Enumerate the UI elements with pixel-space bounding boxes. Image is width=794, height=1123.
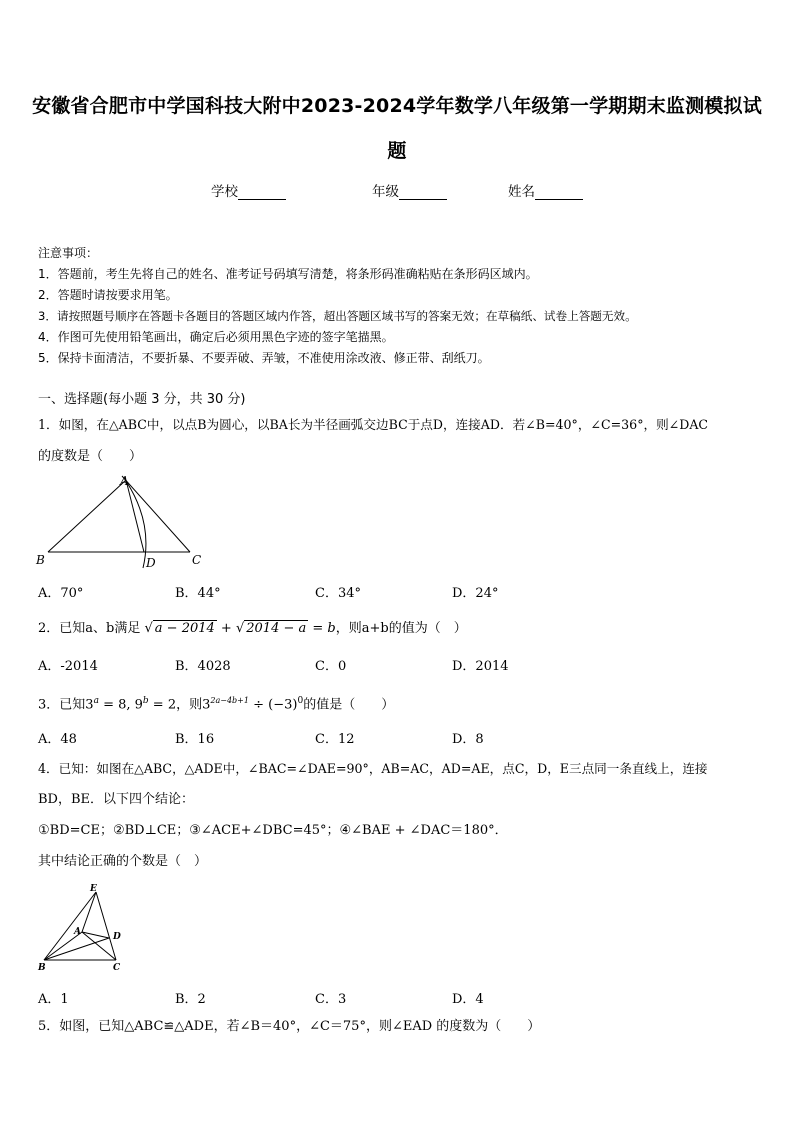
label-c: C bbox=[192, 553, 202, 567]
q4-options bbox=[38, 988, 758, 1008]
segment-bd bbox=[44, 938, 109, 960]
q1-line2: 的度数是（ ） bbox=[38, 449, 143, 464]
grade-blank[interactable] bbox=[399, 185, 447, 200]
q3-mid: = 8, 9 bbox=[98, 697, 143, 713]
q3-then: ，则 bbox=[176, 697, 203, 713]
label-a: A bbox=[74, 927, 81, 937]
label-b: B bbox=[36, 553, 45, 567]
segment-ae bbox=[82, 892, 96, 932]
q2-option-a[interactable]: A．-2014 bbox=[38, 659, 98, 674]
q1-option-b[interactable]: B．44° bbox=[175, 586, 221, 601]
school-blank[interactable] bbox=[238, 185, 286, 200]
exam-title bbox=[30, 84, 764, 174]
name-blank[interactable] bbox=[535, 185, 583, 200]
q3-exp1: a bbox=[93, 696, 99, 706]
school-field[interactable] bbox=[211, 180, 286, 200]
q3-options bbox=[38, 728, 758, 748]
label-b: B bbox=[38, 963, 46, 973]
exam-title-line2: 题 bbox=[387, 140, 407, 162]
q3-exp3: 2a−4b+1 bbox=[210, 696, 249, 705]
grade-label: 年级 bbox=[372, 184, 399, 200]
q4-option-a[interactable]: A．1 bbox=[38, 992, 69, 1007]
q2-plus: + bbox=[220, 621, 232, 636]
q3-option-d[interactable]: D．8 bbox=[452, 732, 484, 747]
label-d: D bbox=[113, 932, 121, 942]
q3-stem bbox=[38, 690, 760, 715]
q4-line3: ①BD=CE；②BD⊥CE；③∠ACE+∠DBC=45°；④∠BAE + ∠DAC＝180°． bbox=[38, 823, 508, 838]
q5-line1: 5．如图，已知△ABC≌△ADE，若∠B＝40°，∠C＝75°，则∠EAD 的度数为（ ） bbox=[38, 1019, 541, 1034]
q3-option-b[interactable]: B．16 bbox=[175, 732, 215, 747]
q2-option-b[interactable]: B．4028 bbox=[175, 659, 231, 674]
student-info-fields bbox=[0, 180, 794, 200]
q3-suffix: 的值是（ ） bbox=[303, 697, 395, 713]
notice-item: 3．请按照题号顺序在答题卡各题目的答题区域内作答，超出答题区域书写的答案无效；在草稿纸、试卷上答题无效。 bbox=[38, 309, 637, 323]
segment-ba bbox=[48, 480, 126, 552]
q3-prefix: 3．已知 bbox=[38, 697, 86, 713]
q3-option-a[interactable]: A．48 bbox=[38, 732, 77, 747]
arc-bd bbox=[124, 478, 146, 568]
notice-block bbox=[38, 243, 768, 369]
q2-suffix: ，则a+b的值为（ ） bbox=[335, 621, 467, 636]
q2-option-c[interactable]: C．0 bbox=[315, 659, 347, 674]
q2-option-d[interactable]: D．2014 bbox=[452, 659, 509, 674]
name-field[interactable] bbox=[508, 180, 583, 200]
notice-item: 1．答题前，考生先将自己的姓名、准考证号码填写清楚，将条形码准确粘贴在条形码区域内。 bbox=[38, 267, 538, 281]
exam-title-line1: 安徽省合肥市中学国科技大附中2023-2024学年数学八年级第一学期期末监测模拟试 bbox=[32, 95, 762, 117]
q4-figure bbox=[34, 880, 134, 975]
q3-base1: 3 bbox=[85, 697, 94, 713]
q2-radicand-1: a − 2014 bbox=[154, 621, 215, 636]
q3-exp4: 0 bbox=[297, 696, 304, 706]
notice-heading: 注意事项： bbox=[38, 246, 99, 260]
q1-option-c[interactable]: C．34° bbox=[315, 586, 361, 601]
q2-options bbox=[38, 655, 758, 675]
label-c: C bbox=[113, 963, 121, 973]
q3-exp2: b bbox=[142, 696, 149, 706]
radical-sign: √ bbox=[235, 621, 245, 636]
q2-stem bbox=[38, 618, 760, 639]
q4-option-d[interactable]: D．4 bbox=[452, 992, 484, 1007]
q3-mid2: = 2 bbox=[148, 697, 177, 713]
notice-item: 2．答题时请按要求用笔。 bbox=[38, 288, 178, 302]
name-label: 姓名 bbox=[508, 184, 535, 200]
section-heading: 一、选择题(每小题 3 分，共 30 分) bbox=[38, 392, 246, 407]
label-a: A bbox=[120, 474, 129, 488]
segment-be bbox=[44, 892, 96, 960]
grade-field[interactable] bbox=[372, 180, 447, 200]
q4-line4: 其中结论正确的个数是（ ） bbox=[38, 854, 208, 869]
segment-ec bbox=[96, 892, 116, 960]
segment-ac bbox=[122, 476, 190, 552]
q3-base2: 3 bbox=[202, 697, 211, 713]
q2-radicand-2: 2014 − a bbox=[246, 621, 307, 636]
q3-tail: ÷ (−3) bbox=[248, 697, 298, 713]
q1-line1: 1．如图，在△ABC中，以点B为圆心，以BA长为半径画弧交边BC于点D，连接AD．若∠B=40°，∠C=36°，则∠DAC bbox=[38, 417, 709, 432]
radical-sign: √ bbox=[144, 621, 153, 636]
q1-option-a[interactable]: A．70° bbox=[38, 586, 84, 601]
q4-line2: BD，BE．以下四个结论： bbox=[38, 792, 195, 807]
label-e: E bbox=[90, 884, 97, 894]
notice-item: 4．作图可先使用铅笔画出，确定后必须用黑色字迹的签字笔描黑。 bbox=[38, 330, 394, 344]
notice-item: 5．保持卡面清洁，不要折暴、不要弄破、弄皱，不准使用涂改液、修正带、刮纸刀。 bbox=[38, 351, 490, 365]
q2-eq: = b bbox=[312, 621, 336, 636]
q1-figure bbox=[30, 472, 210, 572]
school-label: 学校 bbox=[211, 184, 238, 200]
q3-option-c[interactable]: C．12 bbox=[315, 732, 355, 747]
q2-prefix: 2．已知a、b满足 bbox=[38, 621, 141, 636]
q1-option-d[interactable]: D．24° bbox=[452, 586, 499, 601]
q4-option-b[interactable]: B．2 bbox=[175, 992, 206, 1007]
q4-option-c[interactable]: C．3 bbox=[315, 992, 347, 1007]
q1-options bbox=[38, 582, 758, 602]
label-d: D bbox=[146, 556, 156, 570]
q4-line1: 4．已知：如图在△ABC，△ADE中，∠BAC=∠DAE=90°，AB=AC，AD=AE，点C，D，E三点同一条直线上，连接 bbox=[38, 761, 708, 776]
